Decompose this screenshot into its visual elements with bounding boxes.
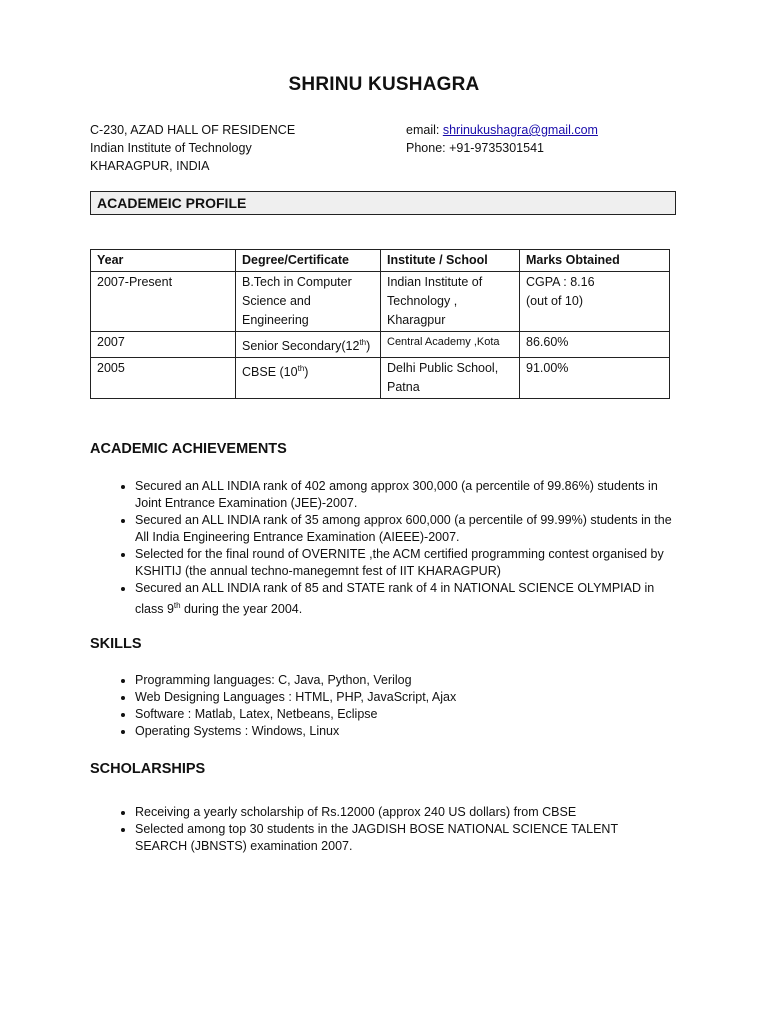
- marks-note: (out of 10): [526, 294, 583, 308]
- degree-text: Senior Secondary(12: [242, 339, 360, 354]
- scholarships-list: [112, 804, 665, 855]
- email-label: email:: [406, 123, 443, 137]
- year-cell: 2007: [91, 332, 236, 358]
- phone-line: Phone: +91-9735301541: [406, 141, 544, 155]
- marks-cell: 91.00%: [520, 358, 670, 399]
- list-item: • Receiving a yearly scholarship of Rs.12000 (approx 240 US dollars) from CBSE: [135, 804, 665, 821]
- academic-profile-heading: ACADEMEIC PROFILE: [90, 191, 676, 215]
- list-item: • Secured an ALL INDIA rank of 35 among approx 600,000 (a percentile of 99.99%) students in the All India Engineering Entrance Examination (AIEEE)-2007.: [135, 512, 680, 546]
- item-text: Secured an ALL INDIA rank of 85 and STATE rank of 4 in NATIONAL SCIENCE OLYMPIAD in class 9: [135, 581, 655, 617]
- column-header: Year: [91, 250, 236, 272]
- skills-list: [112, 672, 680, 740]
- marks-cell: [520, 272, 670, 332]
- column-header: Institute / School: [381, 250, 520, 272]
- achievements-list: [112, 478, 680, 618]
- address-line: Indian Institute of Technology: [90, 141, 252, 155]
- table-row: [91, 358, 670, 399]
- column-header: Marks Obtained: [520, 250, 670, 272]
- email-link[interactable]: shrinukushagra@gmail.com: [442, 123, 598, 137]
- skills-heading: SKILLS: [90, 636, 142, 652]
- degree-text: CBSE (10: [242, 365, 298, 380]
- degree-tail: ): [366, 339, 371, 354]
- list-item: • Selected for the final round of OVERNITE ,the ACM certified programming contest organised by KSHITIJ (the annual techno-manegemnt fest of IIT KHARAGPUR): [135, 546, 680, 580]
- marks-value: CGPA : 8.16: [526, 275, 595, 289]
- marks-cell: 86.60%: [520, 332, 670, 358]
- table-header-row: [91, 250, 670, 272]
- list-item: • Secured an ALL INDIA rank of 402 among approx 300,000 (a percentile of 99.86%) students in Joint Entrance Examination (JEE)-2007.: [135, 478, 680, 512]
- scholarships-heading: SCHOLARSHIPS: [90, 761, 206, 777]
- candidate-name: SHRINU KUSHAGRA: [288, 74, 480, 95]
- table-row: [91, 272, 670, 332]
- institute-cell: Delhi Public School, Patna: [381, 358, 520, 399]
- institute-cell: Indian Institute of Technology , Kharagpur: [381, 272, 520, 332]
- degree-sup: th: [359, 338, 367, 347]
- table-row: [91, 332, 670, 358]
- list-item: • Software : Matlab, Latex, Netbeans, Eclipse: [135, 706, 680, 723]
- list-item: • Programming languages: C, Java, Python, Verilog: [135, 672, 680, 689]
- contact-block: [406, 121, 598, 157]
- institute-cell: Central Academy ,Kota: [381, 332, 520, 358]
- list-item: • Web Designing Languages : HTML, PHP, JavaScript, Ajax: [135, 689, 680, 706]
- item-text: during the year 2004.: [180, 602, 303, 617]
- academic-profile-table: [90, 249, 670, 399]
- address-line: C-230, AZAD HALL OF RESIDENCE: [90, 123, 296, 137]
- item-sup: th: [173, 601, 181, 610]
- degree-tail: ): [304, 365, 309, 380]
- address-block: [90, 121, 295, 175]
- year-cell: 2005: [91, 358, 236, 399]
- degree-cell: [236, 332, 381, 358]
- degree-cell: [236, 358, 381, 399]
- list-item: [135, 580, 680, 618]
- address-line: KHARAGPUR, INDIA: [90, 159, 210, 173]
- list-item: • Operating Systems : Windows, Linux: [135, 723, 680, 740]
- degree-sup: th: [297, 364, 305, 374]
- year-cell: 2007-Present: [91, 272, 236, 332]
- list-item: • Selected among top 30 students in the JAGDISH BOSE NATIONAL SCIENCE TALENT SEARCH (JBNSTS) examination 2007.: [135, 821, 665, 855]
- degree-cell: B.Tech in Computer Science and Engineering: [236, 272, 381, 332]
- email-line: [406, 121, 598, 139]
- achievements-heading: ACADEMIC ACHIEVEMENTS: [90, 441, 287, 457]
- column-header: Degree/Certificate: [236, 250, 381, 272]
